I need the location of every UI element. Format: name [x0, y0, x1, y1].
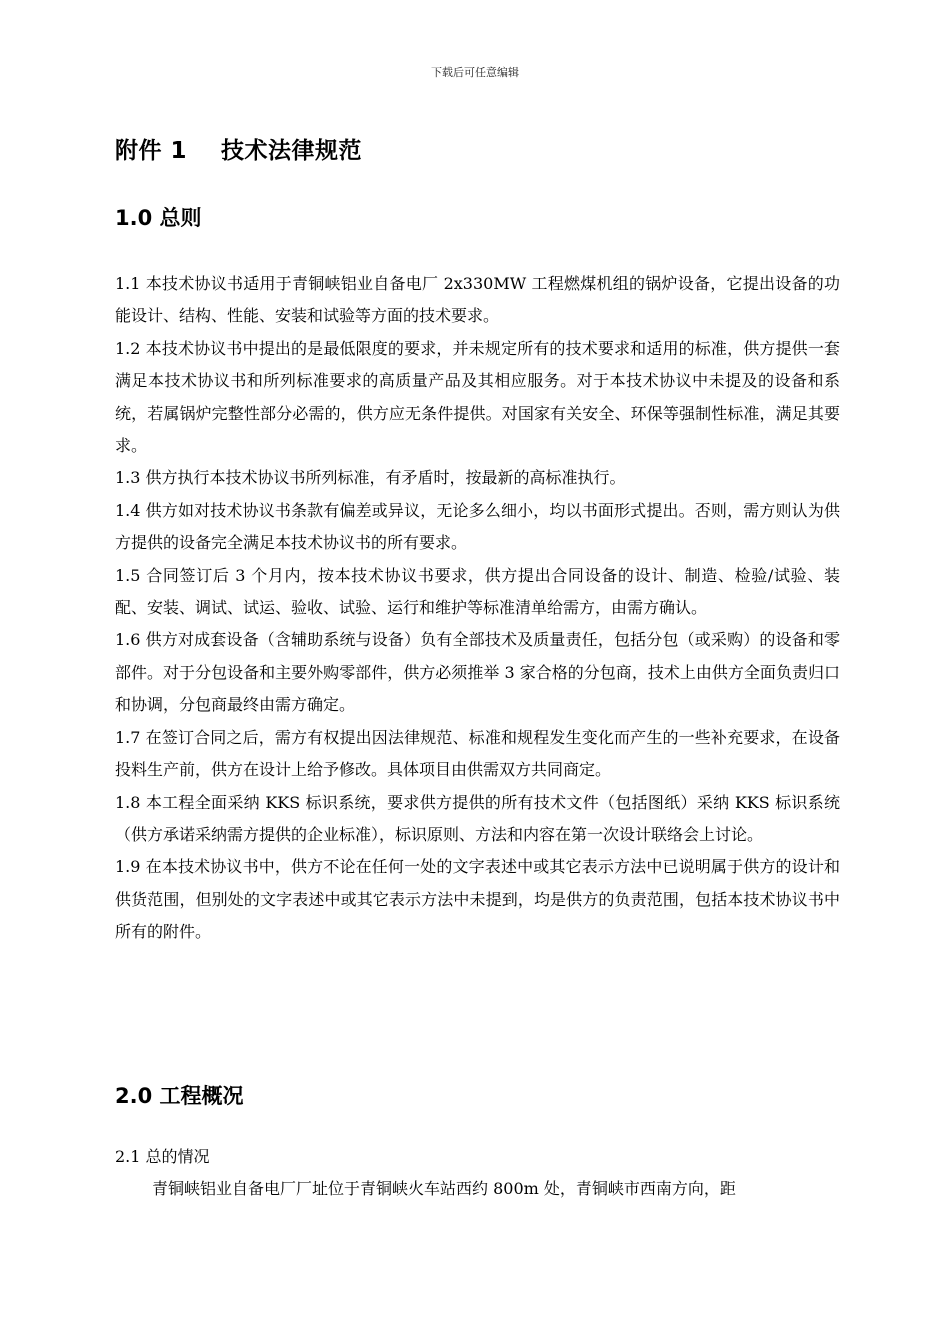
document-title [115, 132, 362, 165]
clause-1-1: 1.1 本技术协议书适用于青铜峡铝业自备电厂 2x330MW 工程燃煤机组的锅炉设备，它提出设备的功能设计、结构、性能、安装和试验等方面的技术要求。 [115, 274, 840, 326]
clause-1-2: 1.2 本技术协议书中提出的是最低限度的要求，并未规定所有的技术要求和适用的标准，供方提供一套满足本技术协议书和所列标准要求的高质量产品及其相应服务。对于本技术协议中未提及的设备和系统，若属锅炉完整性部分必需的，供方应无条件提供。对国家有关安全、环保等强制性标准，满足其要求。 [115, 338, 840, 456]
appendix-title: 技术法律规范 [221, 138, 363, 164]
clause-1-3: 1.3 供方执行本技术协议书所列标准，有矛盾时，按最新的高标准执行。 [115, 468, 626, 488]
section-1-body [115, 268, 840, 949]
clause-1-5: 1.5 合同签订后 3 个月内，按本技术协议书要求，供方提出合同设备的设计、制造、检验/试验、装配、安装、调试、试运、验收、试验、运行和维护等标准清单给需方，由需方确认。 [115, 565, 840, 618]
clause-2-1-text: 青铜峡铝业自备电厂厂址位于青铜峡火车站西约 800m 处，青铜峡市西南方向，距 [152, 1179, 736, 1199]
appendix-label: 附件 1 [115, 138, 188, 164]
section-2-heading: 2.0 工程概况 [115, 1084, 244, 1108]
section-1-heading: 1.0 总则 [115, 206, 202, 230]
clause-1-6: 1.6 供方对成套设备（含辅助系统与设备）负有全部技术及质量责任，包括分包（或采购）的设备和零部件。对于分包设备和主要外购零部件，供方必须推举 3 家合格的分包商，技术上由供方全面负责归口和协调，分包商最终由需方确定。 [115, 630, 840, 715]
clause-1-4: 1.4 供方如对技术协议书条款有偏差或异议，无论多么细小，均以书面形式提出。否则，需方则认为供方提供的设备完全满足本技术协议书的所有要求。 [115, 500, 840, 553]
clause-2-1-heading: 2.1 总的情况 [115, 1147, 210, 1166]
page-header-note: 下载后可任意编辑 [431, 66, 519, 79]
clause-1-7: 1.7 在签订合同之后，需方有权提出因法律规范、标准和规程发生变化而产生的一些补充要求，在设备投料生产前，供方在设计上给予修改。具体项目由供需双方共同商定。 [115, 727, 840, 780]
clause-1-9: 1.9 在本技术协议书中，供方不论在任何一处的文字表述中或其它表示方法中已说明属于供方的设计和供货范围，但别处的文字表述中或其它表示方法中未提到，均是供方的负责范围，包括本技术协议书中所有的附件。 [115, 857, 840, 942]
section-2-body [115, 1141, 840, 1206]
clause-1-8: 1.8 本工程全面采纳 KKS 标识系统，要求供方提供的所有技术文件（包括图纸）采纳 KKS 标识系统（供方承诺采纳需方提供的企业标准），标识原则、方法和内容在第一次设计联络会上讨论。 [115, 792, 840, 844]
